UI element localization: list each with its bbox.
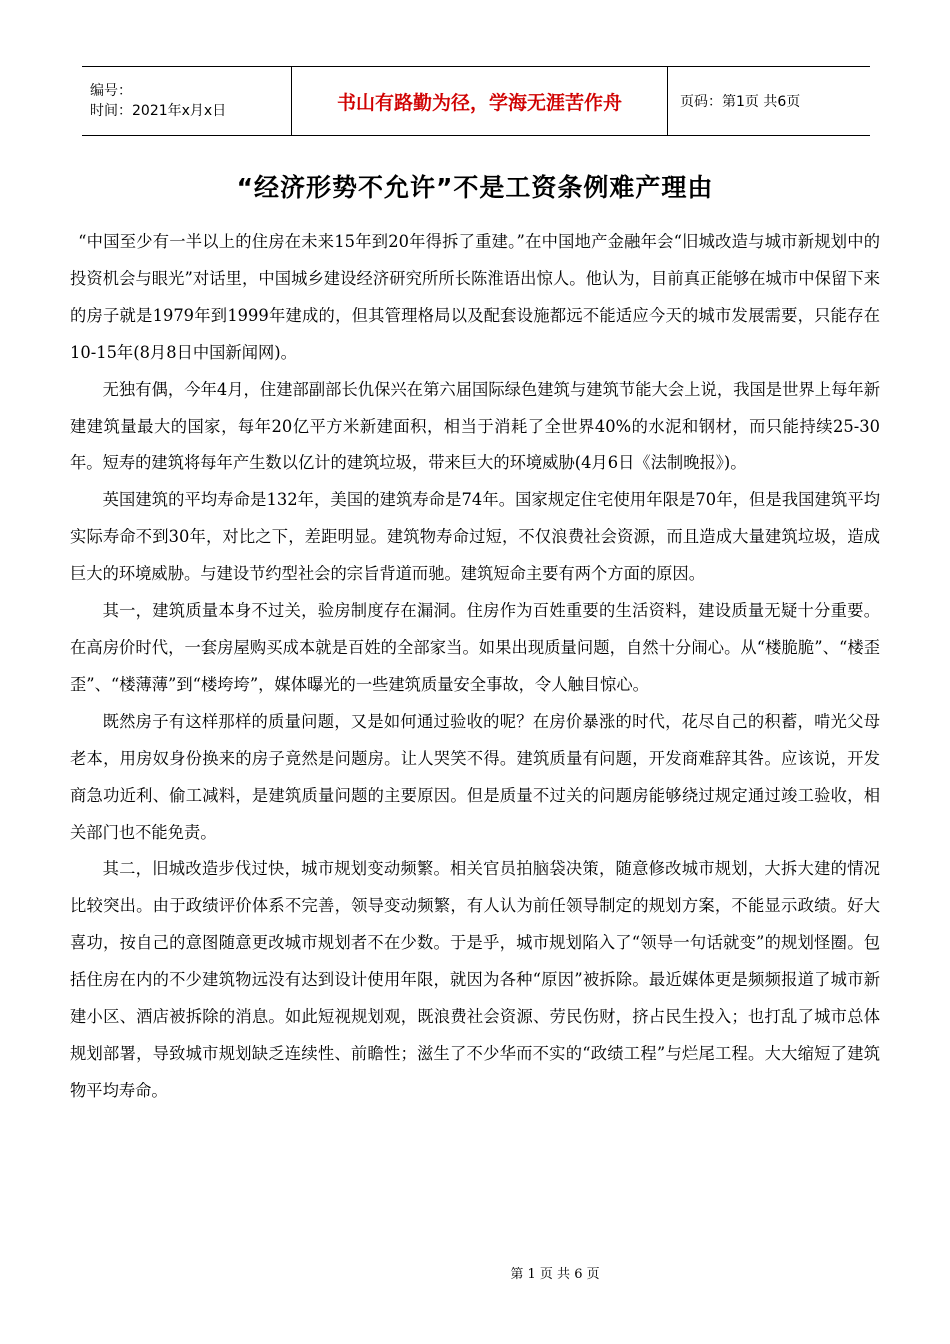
paragraph: 其一，建筑质量本身不过关，验房制度存在漏洞。住房作为百姓重要的生活资料，建设质量无疑十分重要。在高房价时代，一套房屋购买成本就是百姓的全部家当。如果出现质量问题，自然十分闹心。从“楼脆脆”、“楼歪歪”、“楼薄薄”到“楼垮垮”，媒体曝光的一些建筑质量安全事故，令人触目惊心。	[70, 601, 880, 694]
page-title: “经济形势不允许”不是工资条例难产理由	[236, 173, 714, 202]
paragraph: 既然房子有这样那样的质量问题，又是如何通过验收的呢？在房价暴涨的时代，花尽自己的积蓄，啃光父母老本，用房奴身份换来的房子竟然是问题房。让人哭笑不得。建筑质量有问题，开发商难辞其咎。应该说，开发商急功近利、偷工减料，是建筑质量问题的主要原因。但是质量不过关的问题房能够绕过规定通过竣工验收，相关部门也不能免责。	[70, 711, 880, 842]
paragraph: “中国至少有一半以上的住房在未来15年到20年得拆了重建。”在中国地产金融年会“旧城改造与城市新规划中的投资机会与眼光”对话里，中国城乡建设经济研究所所长陈淮语出惊人。他认为，目前真正能够在城市中保留下来的房子就是1979年到1999年建成的，但其管理格局以及配套设施都远不能适应今天的城市发展需要，只能存在10-15年(8月8日中国新闻网)。	[70, 232, 880, 362]
number-label: 编号：	[90, 83, 132, 99]
date-label: 时间：2021年x月x日	[90, 103, 227, 119]
motto: 书山有路勤为径，学海无涯苦作舟	[292, 67, 668, 136]
header-table	[82, 66, 870, 136]
paragraph: 英国建筑的平均寿命是132年，美国的建筑寿命是74年。国家规定住宅使用年限是70年，但是我国建筑平均实际寿命不到30年，对比之下，差距明显。建筑物寿命过短，不仅浪费社会资源，而且造成大量建筑垃圾，造成巨大的环境威胁。与建设节约型社会的宗旨背道而驰。建筑短命主要有两个方面的原因。	[70, 490, 881, 584]
header-meta	[82, 67, 292, 136]
paragraph: 其二，旧城改造步伐过快，城市规划变动频繁。相关官员拍脑袋决策，随意修改城市规划，大拆大建的情况比较突出。由于政绩评价体系不完善，领导变动频繁，有人认为前任领导制定的规划方案，不能显示政绩。好大喜功，按自己的意图随意更改城市规划者不在少数。于是乎，城市规划陷入了“领导一句话就变”的规划怪圈。包括住房在内的不少建筑物远没有达到设计使用年限，就因为各种“原因”被拆除。最近媒体更是频频报道了城市新建小区、酒店被拆除的消息。如此短视规划观，既浪费社会资源、劳民伤财，挤占民生投入；也打乱了城市总体规划部署，导致城市规划缺乏连续性、前瞻性；滋生了不少华而不实的“政绩工程”与烂尾工程。大大缩短了建筑物平均寿命。	[70, 859, 880, 1100]
paragraph: 无独有偶，今年4月，住建部副部长仇保兴在第六届国际绿色建筑与建筑节能大会上说，我国是世界上每年新建建筑量最大的国家，每年20亿平方米新建面积，相当于消耗了全世界40%的水泥和钢材，而只能持续25-30年。短寿的建筑将每年产生数以亿计的建筑垃圾，带来巨大的环境威胁(4月6日《法制晚报》)。	[70, 379, 880, 473]
page-footer: 第 1 页 共 6 页	[510, 1267, 600, 1282]
page-label: 页码：第1页 共6页	[680, 94, 801, 110]
document-body	[70, 224, 880, 1110]
